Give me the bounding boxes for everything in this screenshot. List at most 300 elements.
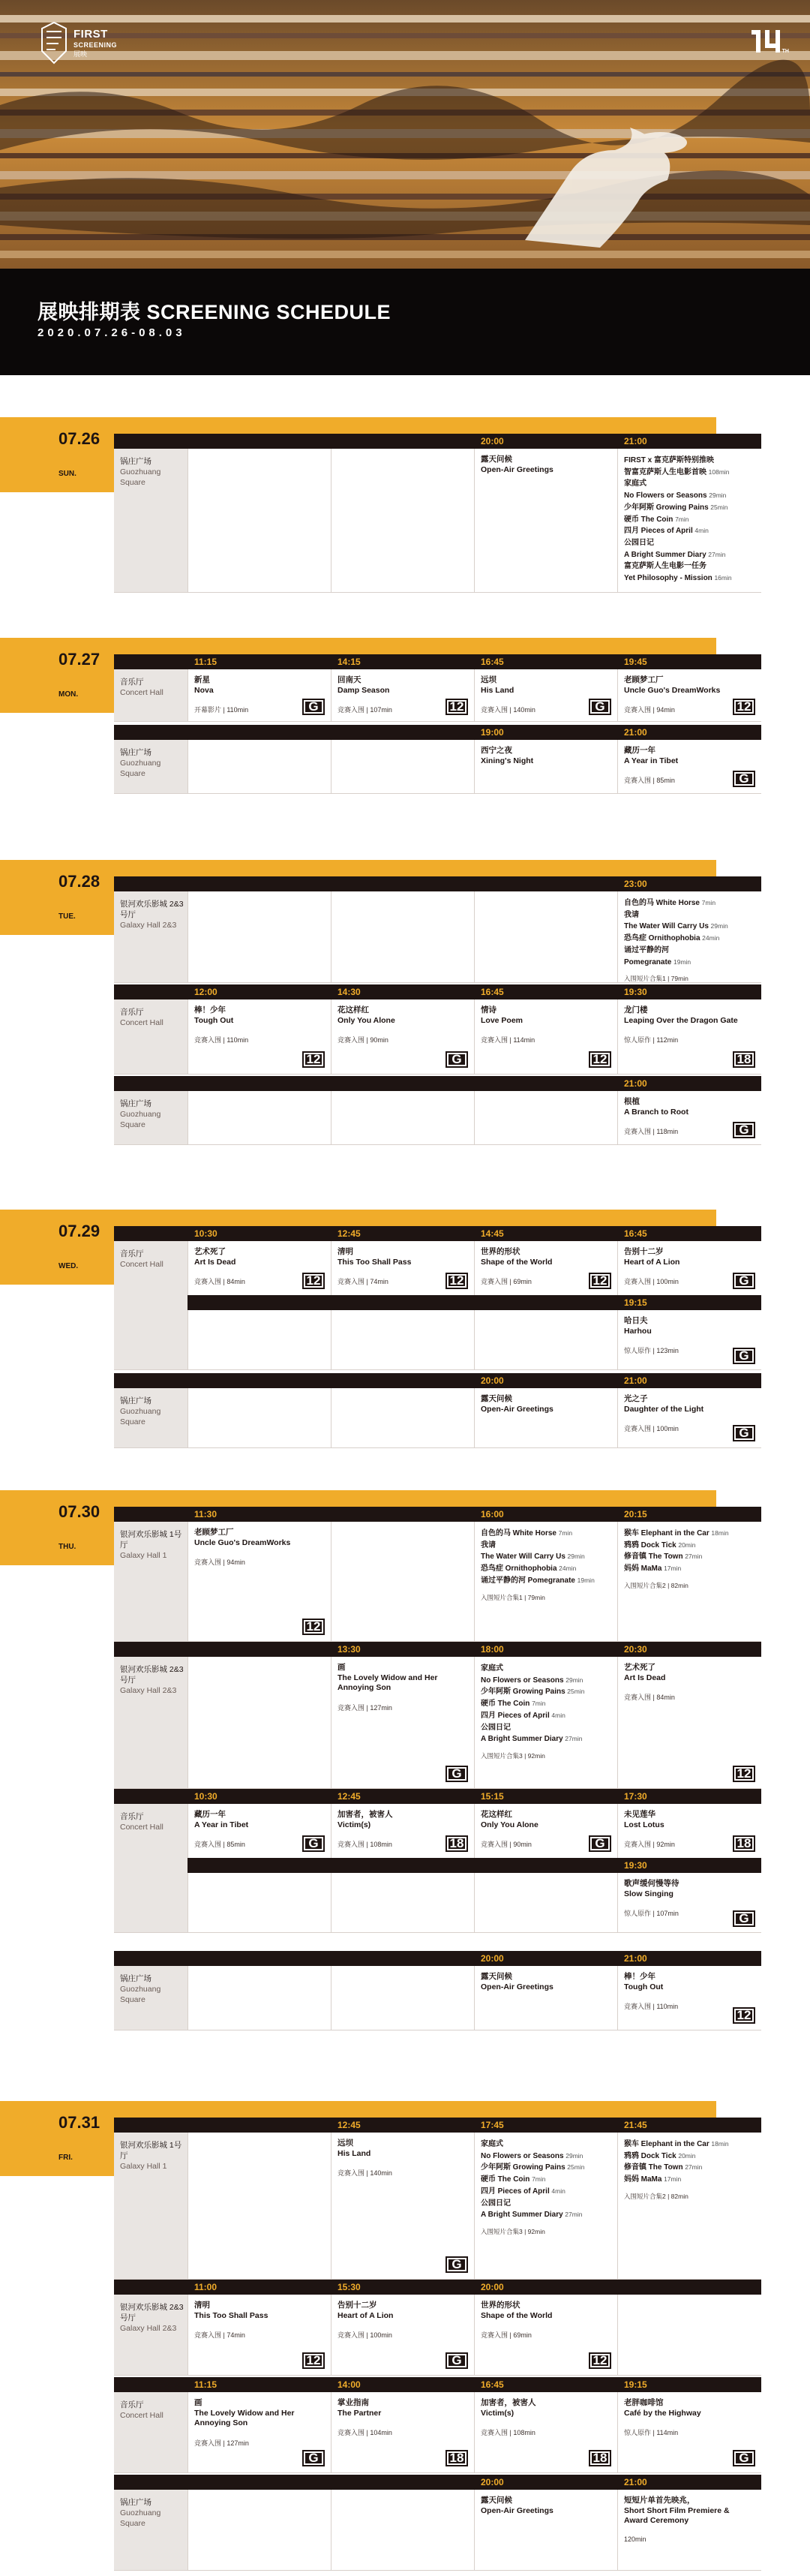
line-en: No Flowers or Seasons — [481, 1676, 564, 1685]
line-duration: 20min — [678, 1540, 696, 1549]
venue-cell — [114, 891, 188, 982]
festival-logo — [39, 21, 117, 65]
line-cn: 少年阿斯 — [481, 2163, 511, 2172]
film-title-en: This Too Shall Pass — [194, 2310, 268, 2320]
time-slot: 19:30 — [624, 1860, 647, 1871]
film-title-en: Art Is Dead — [624, 1673, 666, 1682]
film-title-en: Open-Air Greetings — [481, 464, 554, 474]
rating-badge: 12 — [733, 2007, 755, 2024]
venue-cell — [114, 2490, 188, 2570]
time-slot: 16:45 — [481, 2379, 504, 2390]
film-meta: 竞赛入围 | 127min — [194, 2439, 249, 2447]
film-title-en: Damp Season — [338, 685, 390, 695]
edition-14-icon — [748, 27, 784, 56]
film-title-en: Heart of A Lion — [624, 1257, 680, 1267]
venue-name-en: Concert Hall — [120, 1260, 164, 1270]
screening-cell[interactable] — [474, 1657, 617, 1788]
time-slot: 20:00 — [481, 436, 504, 446]
film-title-en: Shape of the World — [481, 1257, 553, 1267]
film-title-cn: 画 — [194, 2398, 202, 2407]
line-en: MaMa — [640, 1565, 662, 1574]
rating-badge: G — [446, 2256, 468, 2273]
program-note: 入围短片合集2 | 82min — [624, 2192, 688, 2200]
empty-slot — [188, 449, 331, 592]
film-title-cn: 花这样红 — [481, 1810, 512, 1819]
screening-cell[interactable] — [617, 1873, 761, 1933]
rating-badge: 12 — [589, 1051, 611, 1068]
screening-cell[interactable] — [617, 1241, 761, 1295]
time-slot: 14:15 — [338, 657, 361, 667]
line-duration: 7min — [532, 1700, 546, 1708]
film-title-cn: 根植 — [624, 1097, 640, 1106]
screening-cell[interactable] — [474, 2133, 617, 2279]
screening-cell[interactable] — [617, 740, 761, 793]
screening-cell[interactable] — [331, 1804, 474, 1858]
film-meta: 竞赛入围 | 108min — [338, 1841, 392, 1849]
logo-text-cn: 展映 — [74, 50, 88, 58]
film-title-en: A Branch to Root — [624, 1107, 688, 1117]
venue-cell — [114, 1522, 188, 1641]
line-en: Elephant in the Car — [640, 1529, 710, 1537]
screening-cell[interactable] — [331, 1657, 474, 1788]
screening-cell[interactable] — [188, 1522, 331, 1641]
screening-cell[interactable] — [331, 2392, 474, 2472]
venue-name-cn: 银河欢乐影城 2&3号厅 — [120, 900, 184, 920]
empty-slot — [474, 891, 617, 982]
venue-name-en: Guozhuang Square — [120, 1407, 161, 1427]
rating-badge: 12 — [446, 699, 468, 715]
film-title-cn: 老顾梦工厂 — [624, 675, 664, 684]
screening-cell[interactable] — [474, 2392, 617, 2472]
film-meta: 竞赛入围 | 100min — [338, 2331, 392, 2340]
film-title-cn: 告别十二岁 — [338, 2301, 377, 2310]
film-title-cn: 艺术死了 — [194, 1247, 226, 1256]
date-number: 07.31 — [58, 2113, 100, 2132]
venue-cell — [114, 1966, 188, 2030]
date-number: 07.26 — [58, 429, 100, 448]
film-title-en: Café by the Highway — [624, 2408, 701, 2418]
venue-name-cn: 银河欢乐影城 2&3号厅 — [120, 1665, 184, 1685]
empty-slot — [331, 1873, 474, 1933]
empty-slot — [188, 1310, 331, 1370]
film-title-en: Daughter of the Light — [624, 1404, 704, 1414]
film-title-cn: 光之子 — [624, 1394, 648, 1403]
screening-cell[interactable] — [617, 1966, 761, 2030]
empty-slot — [331, 1091, 474, 1144]
film-title-cn: 未见莲华 — [624, 1810, 656, 1819]
venue-name-cn: 锅庄广场 — [120, 1396, 152, 1405]
venue-name-cn: 音乐厅 — [120, 1008, 144, 1017]
film-title-cn: 棒！少年 — [194, 1005, 226, 1014]
venue-name-cn: 锅庄广场 — [120, 2498, 152, 2507]
time-slot: 21:00 — [624, 2477, 647, 2487]
empty-slot — [188, 1657, 331, 1788]
row-body — [114, 1388, 761, 1448]
film-title-cn: 露天问候 — [481, 1394, 512, 1403]
line-en: MaMa — [640, 2175, 662, 2184]
film-meta: 竞赛入围 | 140min — [338, 2169, 392, 2178]
time-header — [114, 1373, 761, 1388]
film-meta: 竞赛入围 | 90min — [338, 1036, 388, 1045]
line-cn: 少年阿斯 — [624, 503, 654, 512]
rating-badge: 12 — [446, 1273, 468, 1289]
row-body — [114, 1522, 761, 1642]
screening-cell[interactable] — [474, 1966, 617, 2030]
line-cn: 修音镇 — [624, 2163, 646, 2172]
rating-badge: G — [302, 2450, 325, 2466]
time-slot: 16:45 — [481, 987, 504, 997]
rating-badge: 18 — [733, 1051, 755, 1068]
film-title-cn: 新星 — [194, 675, 210, 684]
empty-slot — [188, 1873, 331, 1933]
line-duration: 27min — [685, 1553, 703, 1561]
screening-cell[interactable] — [188, 1241, 331, 1295]
film-title-en: The Lovely Widow and Her Annoying Son — [338, 1673, 438, 1693]
film-meta: 竞赛入围 | 74min — [338, 1278, 388, 1286]
line-cn: 鸦鸦 — [624, 1540, 639, 1550]
venue-name-en: Galaxy Hall 2&3 — [120, 921, 177, 930]
venue-name-cn: 音乐厅 — [120, 1249, 144, 1258]
program-list — [481, 1528, 611, 1587]
screening-cell[interactable] — [474, 999, 617, 1074]
line-cn: 硬币 — [624, 515, 639, 524]
line-duration: 7min — [532, 2175, 546, 2184]
hero-illustration — [0, 0, 810, 269]
empty-slot — [617, 2295, 761, 2375]
film-meta: 竞赛入围 | 110min — [624, 2003, 679, 2011]
line-en: Growing Pains — [656, 503, 709, 512]
line-en: Growing Pains — [512, 1688, 566, 1697]
screening-cell[interactable] — [474, 1804, 617, 1858]
time-header — [114, 2118, 761, 2133]
time-slot: 21:00 — [624, 1953, 647, 1964]
time-slot: 20:00 — [481, 2477, 504, 2487]
time-slot: 17:30 — [624, 1791, 647, 1802]
row-body — [114, 891, 761, 983]
time-slot: 10:30 — [194, 1228, 218, 1239]
line-en: White Horse — [656, 899, 700, 907]
line-en: Pieces of April — [497, 1711, 550, 1720]
time-header — [114, 654, 761, 669]
time-header — [114, 725, 761, 740]
film-title-en: Victim(s) — [481, 2408, 514, 2418]
screening-cell[interactable] — [474, 1522, 617, 1641]
rating-badge: G — [589, 699, 611, 715]
screening-cell[interactable] — [474, 740, 617, 793]
line-cn: 富克萨斯人生电影一任务 — [624, 562, 706, 571]
time-slot: 20:00 — [481, 2282, 504, 2292]
logo-mark-icon — [39, 21, 69, 65]
film-title-cn: 掌业指南 — [338, 2398, 369, 2407]
screening-cell[interactable] — [331, 999, 474, 1074]
date-bar — [114, 1210, 716, 1226]
time-slot: 19:15 — [624, 1297, 647, 1308]
line-cn: 四月 — [481, 2187, 496, 2196]
weekday: FRI. — [58, 2154, 73, 2162]
screening-cell[interactable] — [617, 2392, 761, 2472]
screening-cell[interactable] — [617, 999, 761, 1074]
film-title-en: Leaping Over the Dragon Gate — [624, 1015, 738, 1025]
screening-cell[interactable] — [617, 891, 761, 982]
line-duration: 27min — [565, 2211, 583, 2219]
film-title-cn: 清明 — [338, 1247, 353, 1256]
venue-name-cn: 银河欢乐影城 1号厅 — [120, 2141, 182, 2161]
screening-cell[interactable] — [331, 1241, 474, 1295]
line-cn: 四月 — [624, 527, 639, 536]
empty-slot — [188, 891, 331, 982]
program-note: 入围短片合集3 | 92min — [481, 1752, 545, 1760]
time-slot: 11:00 — [194, 2282, 218, 2292]
venue-name-en: Galaxy Hall 2&3 — [120, 1686, 177, 1696]
film-title-en: Harhou — [624, 1326, 652, 1336]
film-title-cn: 世界的形状 — [481, 1247, 520, 1256]
weekday: TUE. — [58, 912, 76, 921]
line-cn: 自色的马 — [624, 899, 654, 907]
film-meta: 竞赛入围 | 104min — [338, 2429, 392, 2437]
time-slot: 19:45 — [624, 657, 647, 667]
line-duration: 17min — [664, 2175, 682, 2184]
edition-suffix: TH — [782, 49, 789, 54]
screening-cell[interactable] — [617, 1388, 761, 1447]
film-title-cn: 回南天 — [338, 675, 362, 684]
venue-cell — [114, 2133, 188, 2279]
date-number: 07.27 — [58, 650, 100, 669]
line-cn: 家庭式 — [624, 479, 646, 488]
date-label — [0, 1490, 114, 1565]
screening-cell[interactable] — [331, 2295, 474, 2375]
empty-slot — [188, 1388, 331, 1447]
venue-name-en: Guozhuang Square — [120, 1985, 161, 2005]
empty-slot — [331, 891, 474, 982]
screening-cell[interactable] — [474, 2490, 617, 2570]
venue-name-en: Concert Hall — [120, 1018, 164, 1028]
line-duration: 18min — [711, 2140, 729, 2148]
line-duration: 25min — [710, 503, 728, 511]
line-duration: 19min — [674, 957, 692, 966]
line-cn: 妈妈 — [624, 1565, 639, 1574]
screening-cell[interactable] — [617, 2490, 761, 2570]
screening-cell[interactable] — [188, 2392, 331, 2472]
time-slot: 11:15 — [194, 657, 218, 667]
time-header — [114, 1642, 761, 1657]
rating-badge: G — [589, 1835, 611, 1852]
line-duration: 27min — [565, 1735, 583, 1743]
rating-badge: G — [733, 2450, 755, 2466]
program-list — [624, 897, 755, 968]
time-header — [114, 1076, 761, 1091]
time-slot: 11:30 — [194, 1509, 218, 1519]
venue-name-cn: 锅庄广场 — [120, 457, 152, 466]
film-title-cn: 藏历一年 — [624, 746, 656, 755]
time-slot: 16:45 — [481, 657, 504, 667]
line-en: A Bright Summer Diary — [624, 550, 706, 559]
rating-badge: 12 — [302, 1273, 325, 1289]
row-body — [114, 1241, 761, 1370]
venue-cell — [114, 1804, 188, 1932]
line-duration: 20min — [678, 2151, 696, 2160]
line-duration: 24min — [702, 934, 720, 942]
time-header — [114, 1951, 761, 1966]
program-list — [624, 455, 755, 585]
venue-name-cn: 锅庄广场 — [120, 748, 152, 757]
time-slot: 15:30 — [338, 2282, 361, 2292]
film-title-cn: 哈日夫 — [624, 1316, 648, 1325]
program-list — [481, 1663, 611, 1745]
screening-cell[interactable] — [617, 2133, 761, 2279]
line-en: The Coin — [640, 515, 674, 524]
date-bar — [114, 860, 716, 876]
empty-slot — [188, 2490, 331, 2570]
screening-cell[interactable] — [617, 1522, 761, 1641]
rating-badge: 18 — [589, 2450, 611, 2466]
venue-cell — [114, 740, 188, 793]
film-title-en: Lost Lotus — [624, 1820, 664, 1829]
screening-cell[interactable] — [188, 2295, 331, 2375]
empty-slot — [331, 1388, 474, 1447]
line-cn: 妈妈 — [624, 2175, 639, 2184]
film-title-en: Open-Air Greetings — [481, 1404, 554, 1414]
screening-cell[interactable] — [474, 2295, 617, 2375]
film-title-en: Heart of A Lion — [338, 2310, 394, 2320]
line-en: The Water Will Carry Us — [624, 922, 709, 931]
film-meta: 竞赛入围 | 85min — [194, 1841, 245, 1849]
venue-name-en: Galaxy Hall 2&3 — [120, 2324, 177, 2334]
venue-name-cn: 音乐厅 — [120, 678, 144, 687]
film-title-cn: 老胖咖啡馆 — [624, 2398, 664, 2407]
time-slot: 19:15 — [624, 2379, 647, 2390]
empty-slot — [331, 1522, 474, 1641]
line-cn: 公园日记 — [624, 539, 654, 548]
line-en: Ornithophobia — [505, 1565, 557, 1574]
line-duration: 19min — [577, 1576, 595, 1584]
film-title-cn: 加害者，被害人 — [481, 2398, 536, 2407]
rating-badge: G — [733, 1910, 755, 1927]
program-note: 入围短片合集1 | 79min — [624, 975, 688, 983]
film-meta: 开幕影片 | 110min — [194, 706, 249, 714]
line-duration: 4min — [551, 2187, 566, 2195]
row-body — [114, 2490, 761, 2571]
film-title-cn: 西宁之夜 — [481, 746, 512, 755]
film-title-cn: 短短片单首先映兆， — [624, 2496, 695, 2505]
time-header — [114, 2475, 761, 2490]
film-title-en: Shape of the World — [481, 2310, 553, 2320]
venue-cell — [114, 1091, 188, 1144]
venue-name-en: Guozhuang Square — [120, 1110, 161, 1130]
empty-slot — [474, 1873, 617, 1933]
line-en: The Coin — [497, 2175, 530, 2184]
row-body — [114, 449, 761, 593]
film-meta: 惊人原作 | 112min — [624, 1036, 679, 1045]
date-number: 07.30 — [58, 1502, 100, 1521]
screening-cell[interactable] — [474, 1241, 617, 1295]
screening-cell[interactable] — [331, 669, 474, 721]
film-meta: 竞赛入围 | 74min — [194, 2331, 245, 2340]
time-slot: 15:15 — [481, 1791, 504, 1802]
screening-cell[interactable] — [617, 449, 761, 592]
screening-cell[interactable] — [331, 2133, 474, 2279]
hero-banner — [0, 0, 810, 375]
film-title-en: Only You Alone — [481, 1820, 538, 1829]
film-title-cn: 露天问候 — [481, 455, 512, 464]
time-slot: 19:00 — [481, 727, 504, 738]
line-cn: FIRST x 富克萨斯特别推映 — [624, 456, 715, 464]
date-bar — [114, 2101, 716, 2118]
date-label — [0, 638, 114, 713]
logo-text-first: FIRST — [74, 27, 108, 41]
screening-cell[interactable] — [188, 999, 331, 1074]
rating-badge: G — [733, 1425, 755, 1441]
film-meta: 竞赛入围 | 114min — [481, 1036, 536, 1045]
weekday: WED. — [58, 1262, 79, 1270]
screening-cell[interactable] — [474, 449, 617, 592]
venue-name-cn: 银河欢乐影城 2&3号厅 — [120, 2303, 184, 2323]
row-body — [114, 1804, 761, 1933]
film-title-en: Slow Singing — [624, 1889, 674, 1898]
line-cn: 鸦鸦 — [624, 2151, 639, 2160]
line-en: No Flowers or Seasons — [481, 2151, 564, 2160]
screening-cell[interactable] — [188, 669, 331, 721]
venue-name-en: Concert Hall — [120, 688, 164, 698]
rating-badge: 12 — [733, 1766, 755, 1782]
screening-cell[interactable] — [617, 1310, 761, 1370]
film-title-en: Only You Alone — [338, 1015, 395, 1025]
empty-slot — [188, 2133, 331, 2279]
line-duration: 25min — [567, 1688, 585, 1696]
date-label — [0, 860, 114, 935]
line-cn: 家庭式 — [481, 2140, 503, 2148]
time-slot: 16:00 — [481, 1509, 504, 1519]
date-bar — [114, 1490, 716, 1507]
line-cn: 诵过平静的河 — [481, 1576, 526, 1585]
rating-badge: G — [446, 1766, 468, 1782]
film-meta: 竞赛入围 | 92min — [624, 1841, 675, 1849]
time-slot: 12:45 — [338, 1791, 361, 1802]
line-en: Dock Tick — [640, 2151, 676, 2160]
line-cn: 修音镇 — [624, 1553, 646, 1562]
line-cn: 公园日记 — [481, 1723, 511, 1732]
line-en: Pieces of April — [640, 527, 693, 536]
time-slot: 21:45 — [624, 2120, 647, 2130]
time-slot: 20:00 — [481, 1953, 504, 1964]
film-meta: 惊人原作 | 123min — [624, 1347, 679, 1355]
time-header — [188, 1295, 761, 1310]
rating-badge: 12 — [733, 699, 755, 715]
time-slot: 12:00 — [194, 987, 218, 997]
screening-cell[interactable] — [617, 1091, 761, 1144]
screening-cell[interactable] — [617, 1804, 761, 1858]
row-body — [114, 1966, 761, 2030]
time-slot: 21:00 — [624, 436, 647, 446]
time-slot: 16:45 — [624, 1228, 647, 1239]
time-slot: 12:45 — [338, 1228, 361, 1239]
line-duration: 29min — [566, 2151, 584, 2160]
film-title-cn: 情诗 — [481, 1005, 496, 1014]
film-meta: 竞赛入围 | 84min — [624, 1694, 675, 1702]
screening-cell[interactable] — [188, 1804, 331, 1858]
line-duration: 27min — [708, 550, 726, 558]
film-title-cn: 歌声缓何慢等待 — [624, 1879, 680, 1888]
screening-cell[interactable] — [617, 669, 761, 721]
screening-cell[interactable] — [617, 1657, 761, 1788]
time-slot: 11:15 — [194, 2379, 218, 2390]
line-en: Growing Pains — [512, 2163, 566, 2172]
film-meta: 竞赛入围 | 110min — [194, 1036, 249, 1045]
film-title-en: Tough Out — [624, 1982, 664, 1991]
line-duration: 4min — [694, 527, 709, 535]
screening-cell[interactable] — [474, 669, 617, 721]
screening-cell[interactable] — [474, 1388, 617, 1447]
empty-slot — [474, 1310, 617, 1370]
